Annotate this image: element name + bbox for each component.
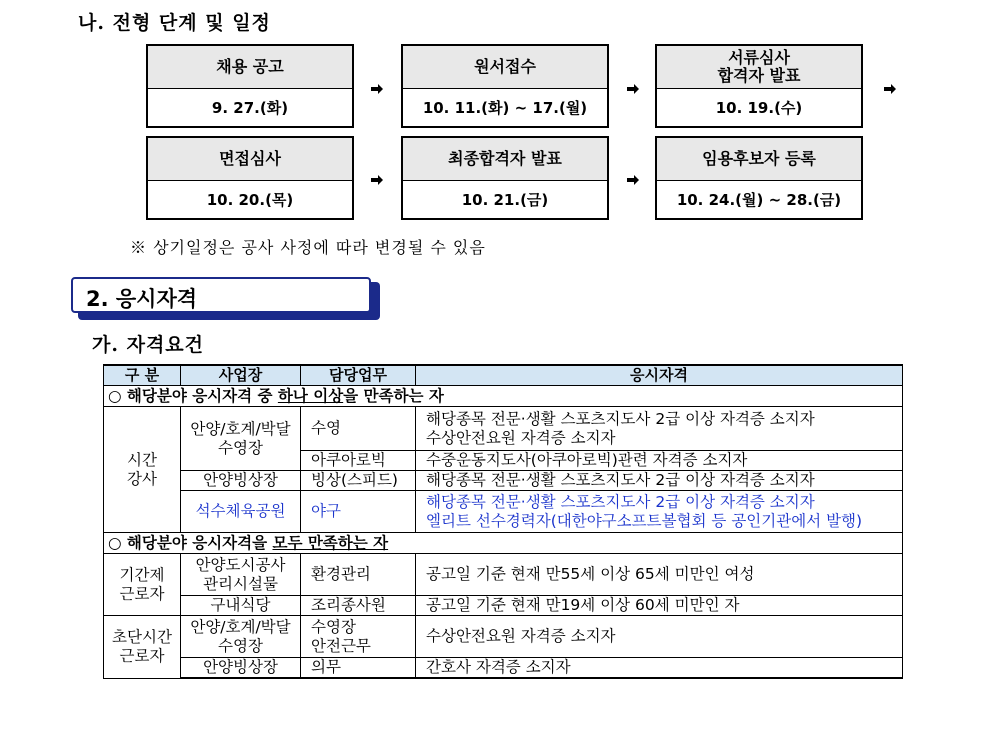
qual-cell: 해당종목 전문·생활 스포츠지도사 2급 이상 자격증 소지자 수상안전요원 자격증 소지자 [416,407,903,451]
duty-cell: 빙상(스피드) [301,471,416,491]
band-row-all [104,533,903,554]
step-box-interview [146,136,354,220]
band-text [104,533,903,554]
header-site: 사업장 [181,365,301,386]
table-row [104,407,903,451]
group-ultra-short: 초단시간 근로자 [104,616,181,679]
step-label: 원서접수 [403,46,607,89]
header-qualification: 응시자격 [416,365,903,386]
group-part-time: 시간 강사 [104,407,181,533]
site-cell: 안양도시공사 관리시설물 [181,554,301,596]
site-cell: 구내식당 [181,596,301,616]
qual-cell: 수상안전요원 자격증 소지자 [416,616,903,658]
group-fixed-term: 기간제 근로자 [104,554,181,616]
band-text [104,386,903,407]
duty-cell: 환경관리 [301,554,416,596]
qual-cell: 해당종목 전문·생활 스포츠지도사 2급 이상 자격증 소지자 엘리트 선수경력자(대한야구소프트볼협회 등 공인기관에서 발행) [416,491,903,533]
site-cell: 안양/호계/박달 수영장 [181,407,301,471]
duty-cell: 야구 [301,491,416,533]
step-box-application [401,44,609,128]
table-row [104,491,903,533]
site-cell: 석수체육공원 [181,491,301,533]
qual-cell: 간호사 자격증 소지자 [416,658,903,679]
step-date: 10. 21.(금) [461,190,549,209]
duty-cell: 아쿠아로빅 [301,451,416,471]
duty-cell: 수영 [301,407,416,451]
table-row [104,596,903,616]
arrow-right-icon [627,84,639,94]
band-row-any [104,386,903,407]
band-suffix: 을 만족하는 자 [343,386,444,405]
step-date: 10. 11.(화) ~ 17.(월) [422,98,588,117]
band-emphasis: 하나 이상 [277,386,344,405]
table-row [104,616,903,658]
section-na-title: 나. 전형 단계 및 일정 [78,12,271,34]
table-row [104,554,903,596]
table-header-row [104,365,903,386]
arrow-right-icon [371,84,383,94]
step-date: 10. 20.(목) [206,190,294,209]
step-label: 최종합격자 발표 [403,138,607,181]
step-box-posting [146,44,354,128]
duty-cell: 조리종사원 [301,596,416,616]
arrow-right-icon [371,175,383,185]
band-prefix: ○ 해당분야 응시자격을 [108,533,273,552]
duty-cell: 의무 [301,658,416,679]
step-label: 채용 공고 [148,46,352,89]
site-cell: 안양빙상장 [181,471,301,491]
table-row [104,658,903,679]
band-emphasis: 모두 만족하는 자 [272,533,389,552]
step-date: 10. 24.(월) ~ 28.(금) [676,190,842,209]
qual-cell: 수중운동지도사(아쿠아로빅)관련 자격증 소지자 [416,451,903,471]
step-box-final-result [401,136,609,220]
band-prefix: ○ 해당분야 응시자격 중 [108,386,278,405]
arrow-right-icon [627,175,639,185]
schedule-note: ※ 상기일정은 공사 사정에 따라 변경될 수 있음 [130,238,486,257]
section-2-title: 2. 응시자격 [86,287,198,311]
arrow-right-icon [884,84,896,94]
table-row [104,471,903,491]
section-ga-title: 가. 자격요건 [92,334,204,356]
step-label: 서류심사 합격자 발표 [657,46,861,89]
qual-cell: 해당종목 전문·생활 스포츠지도사 2급 이상 자격증 소지자 [416,471,903,491]
site-cell: 안양빙상장 [181,658,301,679]
header-category: 구 분 [104,365,181,386]
step-box-document-result [655,44,863,128]
duty-cell: 수영장 안전근무 [301,616,416,658]
step-label: 면접심사 [148,138,352,181]
qualification-table [103,364,903,679]
step-box-registration [655,136,863,220]
site-cell: 안양/호계/박달 수영장 [181,616,301,658]
step-date: 10. 19.(수) [715,98,803,117]
header-duty: 담당업무 [301,365,416,386]
step-date: 9. 27.(화) [211,98,289,117]
qual-cell: 공고일 기준 현재 만55세 이상 65세 미만인 여성 [416,554,903,596]
qual-cell: 공고일 기준 현재 만19세 이상 60세 미만인 자 [416,596,903,616]
step-label: 임용후보자 등록 [657,138,861,181]
